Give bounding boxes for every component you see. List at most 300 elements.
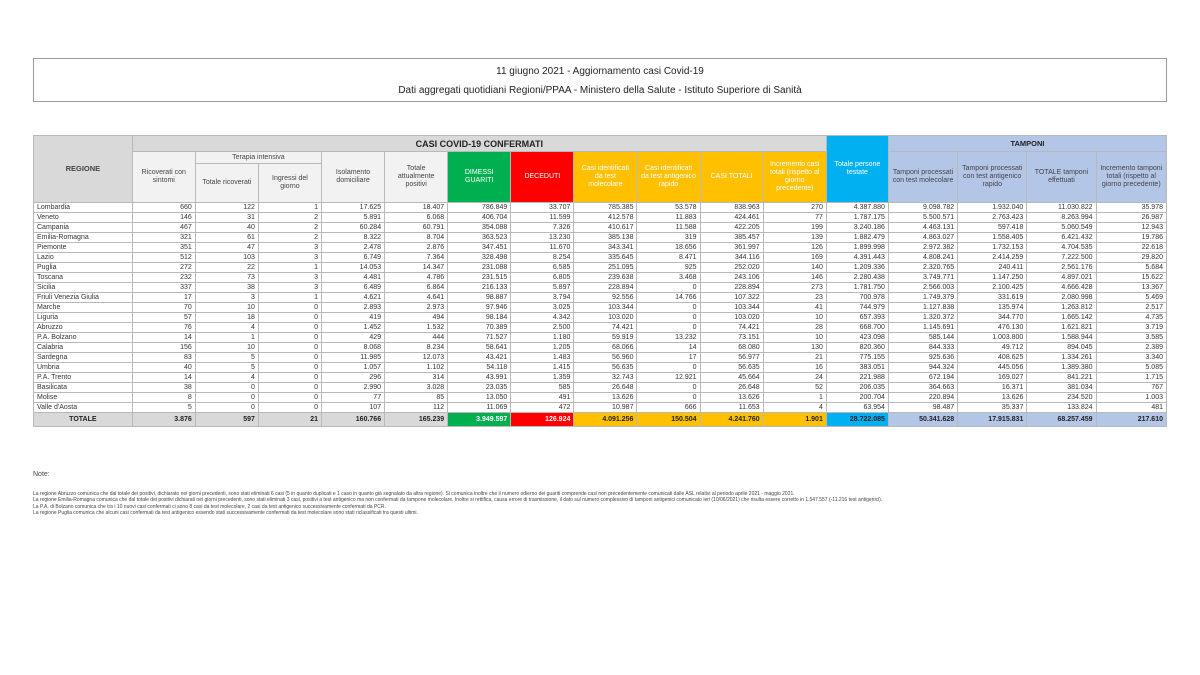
cell-tamponi-molecolare: 364.663 (888, 383, 957, 393)
cell-ingressi: 3 (258, 253, 321, 263)
cell-tamponi-antigenico: 2.414.259 (958, 253, 1027, 263)
cell-incremento-casi: 130 (763, 343, 826, 353)
cell-isolamento: 60.284 (322, 223, 385, 233)
cell-tamponi-molecolare: 1.749.379 (888, 293, 957, 303)
cell-casi-molecolare: 239.638 (574, 273, 637, 283)
cell-tamponi-antigenico: 1.732.153 (958, 243, 1027, 253)
cell-ricoverati: 76 (132, 323, 195, 333)
cell-ingressi: 0 (258, 373, 321, 383)
cell-totale-tamponi: 1.263.812 (1027, 303, 1096, 313)
cell-ricoverati: 83 (132, 353, 195, 363)
cell-casi-antigenico: 53.578 (637, 203, 700, 213)
cell-incremento-tamponi: 13.367 (1096, 283, 1166, 293)
cell-totale-persone: 1.787.175 (826, 213, 888, 223)
cell-isolamento: 296 (322, 373, 385, 383)
cell-tamponi-molecolare: 2.320.765 (888, 263, 957, 273)
cell-totale-positivi: 8.704 (385, 233, 448, 243)
cell-incremento-casi: 273 (763, 283, 826, 293)
header-dimessi: DIMESSI GUARITI (448, 152, 511, 203)
cell-tamponi-molecolare: 2.972.382 (888, 243, 957, 253)
cell-tamponi-molecolare: 9.098.782 (888, 203, 957, 213)
cell-ingressi: 0 (258, 323, 321, 333)
cell-totale-tamponi: 11.030.822 (1027, 203, 1096, 213)
cell-tamponi-molecolare: 1.320.372 (888, 313, 957, 323)
cell-isolamento: 2.990 (322, 383, 385, 393)
cell-incremento-casi: 21 (763, 353, 826, 363)
cell-totale-positivi: 314 (385, 373, 448, 383)
cell-tamponi-molecolare: 2.566.003 (888, 283, 957, 293)
header-casi-molecolare: Casi identificati da test molecolare (574, 152, 637, 203)
cell-dimessi: 216.133 (448, 283, 511, 293)
cell-totale-ricoverati: 10 (195, 343, 258, 353)
cell-deceduti: 7.326 (511, 223, 574, 233)
table-row (34, 273, 1167, 283)
cell-incremento-casi: 139 (763, 233, 826, 243)
cell-totale-positivi: 6.864 (385, 283, 448, 293)
cell-casi-antigenico: 0 (637, 363, 700, 373)
cell-incremento-tamponi: 1.715 (1096, 373, 1166, 383)
cell-isolamento: 4.621 (322, 293, 385, 303)
note-line: La regione Emilia-Romagna comunica che dal totale dei positivi dichiarati nei giorni precedenti, sono stati eliminati 3 casi, positivi a test antigenico ma non confermati da tampone molecolare. Inoltre si rettifica, causa errore di trasmissione, il dato sul numero complessivo di tamponi antigenici comunicato ieri (10/06/2021) che risulta essere corretto in 1.547.557 (-11.216 test antigenici). (33, 497, 883, 503)
cell-casi-totali: 252.020 (700, 263, 763, 273)
cell-ingressi: 0 (258, 313, 321, 323)
cell-totale-ricoverati: 40 (195, 223, 258, 233)
cell-casi-totali: 68.080 (700, 343, 763, 353)
cell-incremento-tamponi: 5.684 (1096, 263, 1166, 273)
cell-tamponi-antigenico: 1.932.040 (958, 203, 1027, 213)
cell-deceduti: 472 (511, 403, 574, 413)
table-row (34, 253, 1167, 263)
header-totale-tamponi: TOTALE tamponi effettuati (1027, 152, 1096, 203)
cell-ingressi: 2 (258, 233, 321, 243)
cell-regione: Sardegna (34, 353, 133, 363)
cell-incremento-casi: 199 (763, 223, 826, 233)
cell-incremento-tamponi: 5.469 (1096, 293, 1166, 303)
cell-tamponi-molecolare: 944.324 (888, 363, 957, 373)
table-row (34, 323, 1167, 333)
cell-totale-persone: 63.954 (826, 403, 888, 413)
cell-isolamento: 77 (322, 393, 385, 403)
cell-ingressi: 3 (258, 273, 321, 283)
cell-tamponi-antigenico: 35.337 (958, 403, 1027, 413)
cell-tamponi-molecolare: 672.194 (888, 373, 957, 383)
cell-regione: Basilicata (34, 383, 133, 393)
cell-totale-tamponi: 381.034 (1027, 383, 1096, 393)
notes-section (33, 472, 1167, 517)
cell-totale-tamponi: 1.588.944 (1027, 333, 1096, 343)
cell-totale-persone: 775.155 (826, 353, 888, 363)
cell-deceduti: 11.599 (511, 213, 574, 223)
cell-totale-positivi: 4.786 (385, 273, 448, 283)
header-ingressi: Ingressi del giorno (258, 164, 321, 203)
cell-casi-antigenico: 0 (637, 323, 700, 333)
cell-casi-totali: 422.205 (700, 223, 763, 233)
cell-casi-totali: 74.421 (700, 323, 763, 333)
cell-totale-ricoverati: 5 (195, 363, 258, 373)
cell-isolamento: 17.625 (322, 203, 385, 213)
cell-ingressi: 0 (258, 333, 321, 343)
cell-ricoverati: 14 (132, 373, 195, 383)
cell-ricoverati: 512 (132, 253, 195, 263)
cell-dimessi: 98.887 (448, 293, 511, 303)
cell-totale-ricoverati: 4 (195, 373, 258, 383)
cell-casi-molecolare: 92.556 (574, 293, 637, 303)
cell-totale-tamponi: 234.520 (1027, 393, 1096, 403)
cell-casi-antigenico: 12.921 (637, 373, 700, 383)
cell-casi-antigenico: 0 (637, 313, 700, 323)
total-incremento-casi: 1.901 (763, 413, 826, 427)
cell-totale-persone: 221.988 (826, 373, 888, 383)
cell-casi-totali: 56.635 (700, 363, 763, 373)
table-row (34, 333, 1167, 343)
cell-regione: Sicilia (34, 283, 133, 293)
cell-ricoverati: 272 (132, 263, 195, 273)
cell-casi-antigenico: 14.766 (637, 293, 700, 303)
cell-casi-molecolare: 785.385 (574, 203, 637, 213)
header-tamponi-molecolare: Tamponi processati con test molecolare (888, 152, 957, 203)
cell-totale-persone: 668.700 (826, 323, 888, 333)
cell-incremento-tamponi: 3.585 (1096, 333, 1166, 343)
cell-casi-antigenico: 319 (637, 233, 700, 243)
header-ricoverati: Ricoverati con sintomi (132, 152, 195, 203)
header-casi-confermati: CASI COVID-19 CONFERMATI (132, 136, 826, 152)
cell-casi-totali: 103.020 (700, 313, 763, 323)
total-totale-ricoverati: 597 (195, 413, 258, 427)
note-line: La regione Puglia comunica che alcuni casi confermati da test antigenico essendo stati successivamente confermati da test molecolare sono stati riclassificati tra questi ultimi. (33, 510, 418, 516)
header-regione: REGIONE (34, 136, 133, 203)
header-tamponi-antigenico: Tamponi processati con test antigenico rapido (958, 152, 1027, 203)
cell-casi-antigenico: 0 (637, 383, 700, 393)
cell-deceduti: 3.025 (511, 303, 574, 313)
cell-incremento-tamponi: 22.618 (1096, 243, 1166, 253)
cell-incremento-casi: 4 (763, 403, 826, 413)
cell-casi-antigenico: 18.656 (637, 243, 700, 253)
cell-tamponi-antigenico: 1.558.405 (958, 233, 1027, 243)
cell-isolamento: 1.057 (322, 363, 385, 373)
cell-incremento-casi: 23 (763, 293, 826, 303)
cell-casi-totali: 13.626 (700, 393, 763, 403)
table-row (34, 293, 1167, 303)
cell-isolamento: 8.068 (322, 343, 385, 353)
cell-deceduti: 1.483 (511, 353, 574, 363)
cell-casi-molecolare: 410.617 (574, 223, 637, 233)
cell-tamponi-molecolare: 3.749.771 (888, 273, 957, 283)
cell-incremento-casi: 77 (763, 213, 826, 223)
total-totale-persone: 28.722.085 (826, 413, 888, 427)
cell-totale-tamponi: 2.561.176 (1027, 263, 1096, 273)
header-totale-persone: Totale persone testate (826, 136, 888, 203)
cell-totale-ricoverati: 0 (195, 403, 258, 413)
cell-totale-persone: 2.280.438 (826, 273, 888, 283)
cell-totale-positivi: 2.973 (385, 303, 448, 313)
cell-casi-antigenico: 666 (637, 403, 700, 413)
cell-incremento-tamponi: 5.085 (1096, 363, 1166, 373)
cell-totale-tamponi: 5.060.549 (1027, 223, 1096, 233)
cell-totale-tamponi: 6.421.432 (1027, 233, 1096, 243)
cell-totale-tamponi: 841.221 (1027, 373, 1096, 383)
cell-dimessi: 23.035 (448, 383, 511, 393)
cell-tamponi-antigenico: 1.003.800 (958, 333, 1027, 343)
cell-regione: Puglia (34, 263, 133, 273)
cell-deceduti: 11.670 (511, 243, 574, 253)
cell-tamponi-antigenico: 476.130 (958, 323, 1027, 333)
cell-deceduti: 8.254 (511, 253, 574, 263)
cell-casi-totali: 838.963 (700, 203, 763, 213)
cell-tamponi-antigenico: 240.411 (958, 263, 1027, 273)
total-ricoverati: 3.876 (132, 413, 195, 427)
cell-casi-totali: 361.997 (700, 243, 763, 253)
cell-deceduti: 4.342 (511, 313, 574, 323)
cell-incremento-tamponi: 29.820 (1096, 253, 1166, 263)
cell-regione: Liguria (34, 313, 133, 323)
cell-totale-positivi: 1.532 (385, 323, 448, 333)
cell-tamponi-antigenico: 2.100.425 (958, 283, 1027, 293)
cell-incremento-casi: 52 (763, 383, 826, 393)
cell-tamponi-antigenico: 2.763.423 (958, 213, 1027, 223)
header-isolamento: Isolamento domiciliare (322, 152, 385, 203)
table-row (34, 343, 1167, 353)
cell-incremento-tamponi: 767 (1096, 383, 1166, 393)
cell-tamponi-antigenico: 408.625 (958, 353, 1027, 363)
cell-totale-tamponi: 2.080.998 (1027, 293, 1096, 303)
total-casi-totali: 4.241.760 (700, 413, 763, 427)
cell-casi-molecolare: 103.344 (574, 303, 637, 313)
cell-tamponi-molecolare: 5.500.571 (888, 213, 957, 223)
cell-tamponi-molecolare: 1.127.838 (888, 303, 957, 313)
cell-casi-molecolare: 74.421 (574, 323, 637, 333)
cell-incremento-tamponi: 1.003 (1096, 393, 1166, 403)
cell-totale-tamponi: 1.665.142 (1027, 313, 1096, 323)
cell-deceduti: 3.794 (511, 293, 574, 303)
cell-dimessi: 786.849 (448, 203, 511, 213)
cell-totale-positivi: 18.407 (385, 203, 448, 213)
cell-ricoverati: 156 (132, 343, 195, 353)
cell-incremento-casi: 140 (763, 263, 826, 273)
cell-totale-tamponi: 4.704.535 (1027, 243, 1096, 253)
cell-tamponi-antigenico: 49.712 (958, 343, 1027, 353)
cell-regione: Valle d'Aosta (34, 403, 133, 413)
table-row (34, 243, 1167, 253)
cell-casi-totali: 344.116 (700, 253, 763, 263)
cell-incremento-casi: 169 (763, 253, 826, 263)
cell-totale-tamponi: 1.334.261 (1027, 353, 1096, 363)
cell-incremento-casi: 1 (763, 393, 826, 403)
cell-totale-positivi: 2.876 (385, 243, 448, 253)
cell-incremento-tamponi: 3.719 (1096, 323, 1166, 333)
total-totale-tamponi: 68.257.459 (1027, 413, 1096, 427)
cell-incremento-casi: 10 (763, 333, 826, 343)
cell-totale-tamponi: 133.824 (1027, 403, 1096, 413)
cell-tamponi-molecolare: 844.333 (888, 343, 957, 353)
cell-totale-persone: 383.051 (826, 363, 888, 373)
cell-regione: Lazio (34, 253, 133, 263)
cell-regione: Calabria (34, 343, 133, 353)
cell-ricoverati: 70 (132, 303, 195, 313)
cell-casi-totali: 107.322 (700, 293, 763, 303)
cell-casi-antigenico: 11.883 (637, 213, 700, 223)
cell-isolamento: 4.481 (322, 273, 385, 283)
cell-totale-ricoverati: 1 (195, 333, 258, 343)
cell-casi-totali: 243.106 (700, 273, 763, 283)
cell-isolamento: 107 (322, 403, 385, 413)
cell-ingressi: 0 (258, 343, 321, 353)
cell-tamponi-antigenico: 331.619 (958, 293, 1027, 303)
cell-casi-antigenico: 0 (637, 393, 700, 403)
cell-totale-positivi: 12.073 (385, 353, 448, 363)
cell-totale-ricoverati: 103 (195, 253, 258, 263)
cell-ingressi: 2 (258, 213, 321, 223)
covid-data-table (33, 135, 1167, 427)
cell-totale-ricoverati: 38 (195, 283, 258, 293)
cell-isolamento: 5.891 (322, 213, 385, 223)
cell-tamponi-antigenico: 1.147.250 (958, 273, 1027, 283)
cell-totale-persone: 4.387.880 (826, 203, 888, 213)
cell-ricoverati: 8 (132, 393, 195, 403)
cell-totale-tamponi: 8.263.994 (1027, 213, 1096, 223)
cell-dimessi: 231.088 (448, 263, 511, 273)
table-row (34, 203, 1167, 213)
cell-ricoverati: 146 (132, 213, 195, 223)
cell-totale-persone: 657.393 (826, 313, 888, 323)
cell-casi-antigenico: 14 (637, 343, 700, 353)
total-regione: TOTALE (34, 413, 133, 427)
cell-ricoverati: 57 (132, 313, 195, 323)
cell-deceduti: 6.585 (511, 263, 574, 273)
cell-regione: Abruzzo (34, 323, 133, 333)
cell-ingressi: 1 (258, 293, 321, 303)
cell-regione: Lombardia (34, 203, 133, 213)
cell-incremento-casi: 126 (763, 243, 826, 253)
cell-regione: P.A. Bolzano (34, 333, 133, 343)
cell-totale-ricoverati: 122 (195, 203, 258, 213)
cell-dimessi: 347.451 (448, 243, 511, 253)
cell-tamponi-antigenico: 597.418 (958, 223, 1027, 233)
cell-ricoverati: 232 (132, 273, 195, 283)
cell-ingressi: 0 (258, 363, 321, 373)
header-deceduti: DECEDUTI (511, 152, 574, 203)
table-row (34, 313, 1167, 323)
cell-casi-totali: 45.664 (700, 373, 763, 383)
cell-incremento-casi: 24 (763, 373, 826, 383)
cell-isolamento: 2.893 (322, 303, 385, 313)
cell-casi-antigenico: 8.471 (637, 253, 700, 263)
cell-regione: Veneto (34, 213, 133, 223)
total-row (34, 413, 1167, 427)
cell-ingressi: 0 (258, 303, 321, 313)
cell-ingressi: 0 (258, 393, 321, 403)
cell-casi-antigenico: 3.468 (637, 273, 700, 283)
cell-casi-molecolare: 412.578 (574, 213, 637, 223)
cell-isolamento: 6.489 (322, 283, 385, 293)
cell-tamponi-antigenico: 445.056 (958, 363, 1027, 373)
cell-tamponi-antigenico: 135.974 (958, 303, 1027, 313)
cell-ricoverati: 5 (132, 403, 195, 413)
cell-casi-molecolare: 343.341 (574, 243, 637, 253)
cell-casi-totali: 385.457 (700, 233, 763, 243)
cell-dimessi: 354.088 (448, 223, 511, 233)
total-casi-molecolare: 4.091.256 (574, 413, 637, 427)
cell-regione: Campania (34, 223, 133, 233)
cell-dimessi: 71.527 (448, 333, 511, 343)
cell-casi-antigenico: 13.232 (637, 333, 700, 343)
cell-dimessi: 43.421 (448, 353, 511, 363)
cell-incremento-tamponi: 26.987 (1096, 213, 1166, 223)
cell-casi-molecolare: 251.095 (574, 263, 637, 273)
cell-casi-totali: 56.977 (700, 353, 763, 363)
cell-incremento-casi: 41 (763, 303, 826, 313)
cell-isolamento: 11.985 (322, 353, 385, 363)
note-line: La regione Abruzzo comunica che dal totale dei positivi, dichiarato nei giorni precedenti, sono stati eliminati 6 casi (5 in quanto duplicati e 1 caso in quanto già segnalato da altra regione). Si comunica inoltre che il numero odierno dei guariti comprende casi non precedentemente comunicati dalle ASL relativi al periodo aprile 2021 - maggio 2021. (33, 490, 795, 497)
cell-incremento-casi: 10 (763, 313, 826, 323)
cell-casi-molecolare: 385.138 (574, 233, 637, 243)
cell-incremento-tamponi: 19.786 (1096, 233, 1166, 243)
cell-isolamento: 419 (322, 313, 385, 323)
table-row (34, 283, 1167, 293)
cell-ricoverati: 467 (132, 223, 195, 233)
cell-incremento-casi: 16 (763, 363, 826, 373)
cell-incremento-tamponi: 12.943 (1096, 223, 1166, 233)
cell-totale-ricoverati: 18 (195, 313, 258, 323)
cell-dimessi: 13.050 (448, 393, 511, 403)
cell-regione: Emilia-Romagna (34, 233, 133, 243)
cell-ricoverati: 40 (132, 363, 195, 373)
cell-dimessi: 97.946 (448, 303, 511, 313)
cell-casi-totali: 103.344 (700, 303, 763, 313)
cell-ingressi: 0 (258, 403, 321, 413)
cell-totale-ricoverati: 31 (195, 213, 258, 223)
cell-deceduti: 13.230 (511, 233, 574, 243)
cell-totale-ricoverati: 4 (195, 323, 258, 333)
cell-casi-molecolare: 26.648 (574, 383, 637, 393)
total-casi-antigenico: 150.504 (637, 413, 700, 427)
table-row (34, 393, 1167, 403)
cell-incremento-tamponi: 2.389 (1096, 343, 1166, 353)
table-row (34, 403, 1167, 413)
cell-ingressi: 0 (258, 353, 321, 363)
cell-totale-ricoverati: 5 (195, 353, 258, 363)
cell-dimessi: 406.704 (448, 213, 511, 223)
table-row (34, 383, 1167, 393)
cell-totale-persone: 200.704 (826, 393, 888, 403)
cell-tamponi-antigenico: 16.371 (958, 383, 1027, 393)
cell-casi-antigenico: 17 (637, 353, 700, 363)
cell-dimessi: 43.991 (448, 373, 511, 383)
cell-dimessi: 58.641 (448, 343, 511, 353)
table-row (34, 263, 1167, 273)
cell-incremento-tamponi: 481 (1096, 403, 1166, 413)
cell-totale-ricoverati: 73 (195, 273, 258, 283)
cell-tamponi-molecolare: 4.863.027 (888, 233, 957, 243)
cell-casi-molecolare: 103.020 (574, 313, 637, 323)
table-row (34, 213, 1167, 223)
cell-casi-totali: 11.653 (700, 403, 763, 413)
cell-totale-positivi: 85 (385, 393, 448, 403)
total-tamponi-antigenico: 17.915.831 (958, 413, 1027, 427)
cell-totale-positivi: 444 (385, 333, 448, 343)
total-incremento-tamponi: 217.610 (1096, 413, 1166, 427)
cell-isolamento: 1.452 (322, 323, 385, 333)
cell-casi-totali: 228.894 (700, 283, 763, 293)
cell-totale-persone: 1.882.479 (826, 233, 888, 243)
cell-regione: Marche (34, 303, 133, 313)
cell-deceduti: 33.707 (511, 203, 574, 213)
cell-casi-molecolare: 13.626 (574, 393, 637, 403)
cell-ricoverati: 321 (132, 233, 195, 243)
cell-totale-ricoverati: 0 (195, 393, 258, 403)
cell-deceduti: 1.415 (511, 363, 574, 373)
notes-label: Note: (33, 471, 50, 478)
cell-deceduti: 2.500 (511, 323, 574, 333)
